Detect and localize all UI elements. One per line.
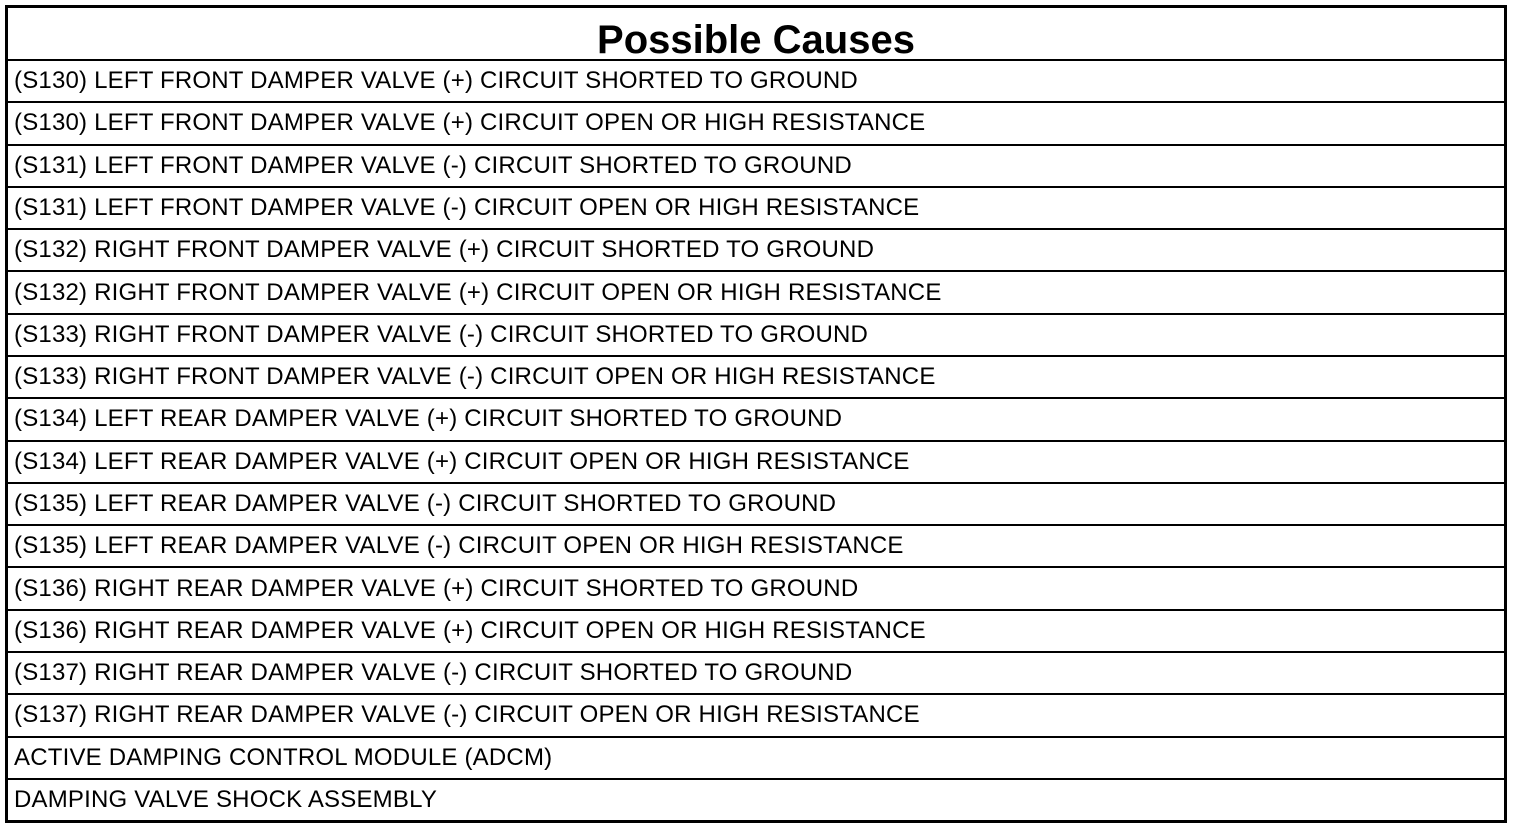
table-row: (S133) RIGHT FRONT DAMPER VALVE (-) CIRCUIT OPEN OR HIGH RESISTANCE — [8, 357, 1504, 399]
table-row: (S131) LEFT FRONT DAMPER VALVE (-) CIRCUIT OPEN OR HIGH RESISTANCE — [8, 188, 1504, 230]
table-row: (S136) RIGHT REAR DAMPER VALVE (+) CIRCUIT SHORTED TO GROUND — [8, 568, 1504, 610]
table-row: (S135) LEFT REAR DAMPER VALVE (-) CIRCUIT SHORTED TO GROUND — [8, 484, 1504, 526]
table-row: (S137) RIGHT REAR DAMPER VALVE (-) CIRCUIT SHORTED TO GROUND — [8, 653, 1504, 695]
possible-causes-table — [5, 5, 1507, 823]
table-row: (S135) LEFT REAR DAMPER VALVE (-) CIRCUIT OPEN OR HIGH RESISTANCE — [8, 526, 1504, 568]
table-row: (S131) LEFT FRONT DAMPER VALVE (-) CIRCUIT SHORTED TO GROUND — [8, 146, 1504, 188]
table-row: (S130) LEFT FRONT DAMPER VALVE (+) CIRCUIT SHORTED TO GROUND — [8, 61, 1504, 103]
table-row: (S136) RIGHT REAR DAMPER VALVE (+) CIRCUIT OPEN OR HIGH RESISTANCE — [8, 611, 1504, 653]
table-row: (S132) RIGHT FRONT DAMPER VALVE (+) CIRCUIT OPEN OR HIGH RESISTANCE — [8, 272, 1504, 314]
table-row: DAMPING VALVE SHOCK ASSEMBLY — [14, 785, 438, 813]
table-row: (S137) RIGHT REAR DAMPER VALVE (-) CIRCUIT OPEN OR HIGH RESISTANCE — [8, 695, 1504, 737]
table-row: (S134) LEFT REAR DAMPER VALVE (+) CIRCUIT OPEN OR HIGH RESISTANCE — [8, 442, 1504, 484]
table-title: Possible Causes — [8, 8, 1504, 61]
table-row: (S130) LEFT FRONT DAMPER VALVE (+) CIRCUIT OPEN OR HIGH RESISTANCE — [8, 103, 1504, 145]
table-row: (S134) LEFT REAR DAMPER VALVE (+) CIRCUIT SHORTED TO GROUND — [8, 399, 1504, 441]
table-rows — [8, 61, 1504, 820]
table-row: (S132) RIGHT FRONT DAMPER VALVE (+) CIRCUIT SHORTED TO GROUND — [8, 230, 1504, 272]
table-row: (S133) RIGHT FRONT DAMPER VALVE (-) CIRCUIT SHORTED TO GROUND — [8, 315, 1504, 357]
table-row: ACTIVE DAMPING CONTROL MODULE (ADCM) — [8, 738, 1504, 780]
